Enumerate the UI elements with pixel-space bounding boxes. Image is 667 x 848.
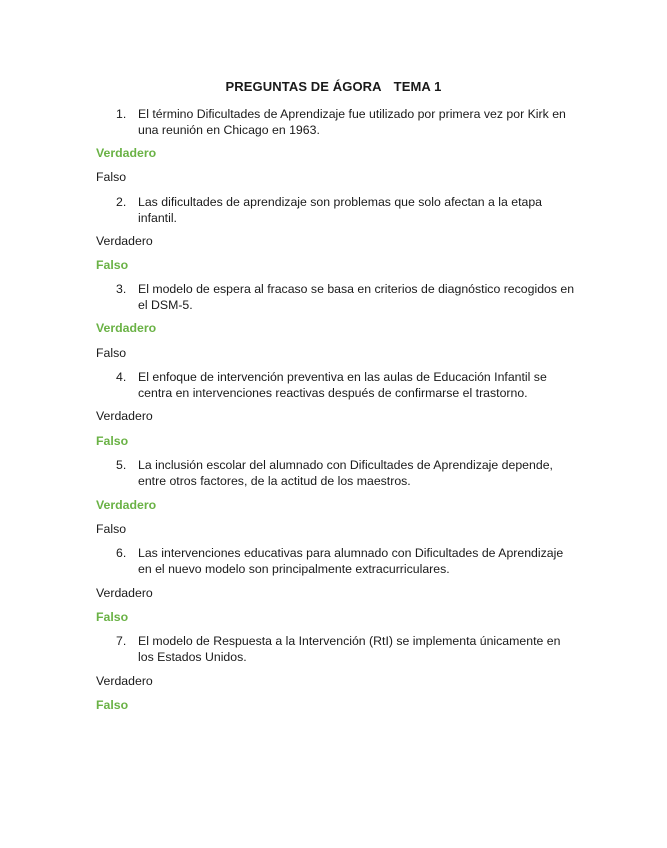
question-text: Las dificultades de aprendizaje son problemas que solo afectan a la etapa infantil. [138, 195, 543, 225]
question-number: 4. [116, 370, 127, 384]
question-1 [116, 106, 576, 138]
question-1-option-true: Verdadero [96, 146, 157, 160]
question-3 [116, 281, 576, 313]
question-number: 3. [116, 282, 127, 296]
question-2-option-true: Verdadero [96, 234, 153, 248]
question-6-option-true: Verdadero [96, 586, 153, 600]
question-4 [116, 369, 576, 401]
question-3-option-false: Falso [96, 346, 127, 360]
question-number: 5. [116, 458, 127, 472]
question-6-option-false: Falso [96, 610, 129, 624]
question-text: El modelo de espera al fracaso se basa en criterios de diagnóstico recogidos en el DSM-5. [138, 282, 575, 312]
question-number: 7. [116, 634, 127, 648]
question-2-option-false: Falso [96, 258, 129, 272]
question-text: El enfoque de intervención preventiva en las aulas de Educación Infantil se centra en intervenciones reactivas después de confirmarse el trastorno. [138, 370, 547, 400]
question-5 [116, 457, 576, 489]
question-4-option-true: Verdadero [96, 409, 153, 423]
question-5-option-true: Verdadero [96, 498, 157, 512]
question-7 [116, 633, 576, 665]
question-text: El término Dificultades de Aprendizaje fue utilizado por primera vez por Kirk en una reunión en Chicago en 1963. [138, 107, 566, 137]
question-4-option-false: Falso [96, 434, 129, 448]
title-main: PREGUNTAS DE ÁGORA [225, 79, 382, 94]
question-6 [116, 545, 576, 577]
title-topic: TEMA 1 [393, 79, 442, 94]
question-number: 2. [116, 195, 127, 209]
question-text: Las intervenciones educativas para alumnado con Dificultades de Aprendizaje en el nuevo modelo son principalmente extracurriculares. [138, 546, 564, 576]
question-7-option-false: Falso [96, 698, 129, 712]
question-text: El modelo de Respuesta a la Intervención (RtI) se implementa únicamente en los Estados Unidos. [138, 634, 561, 664]
question-1-option-false: Falso [96, 170, 127, 184]
question-5-option-false: Falso [96, 522, 127, 536]
page-title [0, 79, 667, 94]
question-7-option-true: Verdadero [96, 674, 153, 688]
question-2 [116, 194, 576, 226]
question-text: La inclusión escolar del alumnado con Dificultades de Aprendizaje depende, entre otros factores, de la actitud de los maestros. [138, 458, 553, 488]
question-number: 6. [116, 546, 127, 560]
question-number: 1. [116, 107, 127, 121]
question-3-option-true: Verdadero [96, 321, 157, 335]
